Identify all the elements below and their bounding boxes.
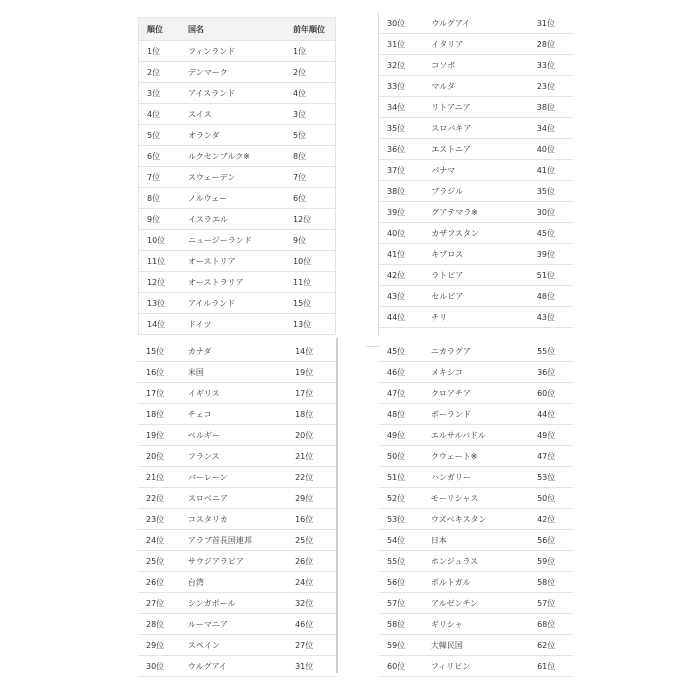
table-row	[139, 83, 336, 104]
table-row	[379, 425, 573, 446]
country-cell: サウジアラビア	[180, 551, 287, 572]
prev-rank-cell: 47位	[529, 446, 573, 467]
country-cell: セルビア	[423, 286, 529, 307]
table-header-row	[139, 18, 336, 41]
table-row	[379, 34, 573, 55]
table-row	[138, 404, 336, 425]
table-row	[138, 467, 336, 488]
prev-rank-cell: 1位	[285, 41, 335, 62]
prev-rank-cell: 56位	[529, 530, 573, 551]
country-cell: 日本	[423, 530, 529, 551]
table-row	[139, 230, 336, 251]
column-divider	[336, 338, 338, 673]
rank-cell: 8位	[139, 188, 180, 209]
country-cell: カナダ	[180, 341, 287, 362]
prev-rank-cell: 31位	[287, 656, 336, 677]
rank-cell: 56位	[379, 572, 423, 593]
prev-rank-cell: 35位	[529, 181, 573, 202]
table-row	[379, 446, 573, 467]
header-country: 国名	[180, 18, 285, 41]
rank-cell: 33位	[379, 76, 423, 97]
prev-rank-cell: 57位	[529, 593, 573, 614]
prev-rank-cell: 36位	[529, 362, 573, 383]
prev-rank-cell: 59位	[529, 551, 573, 572]
rank-cell: 34位	[379, 97, 423, 118]
table-row	[379, 286, 573, 307]
country-cell: チェコ	[180, 404, 287, 425]
table-row	[139, 104, 336, 125]
table-row	[379, 223, 573, 244]
country-cell: ノルウェー	[180, 188, 285, 209]
rank-cell: 7位	[139, 167, 180, 188]
rank-cell: 57位	[379, 593, 423, 614]
prev-rank-cell: 25位	[287, 530, 336, 551]
prev-rank-cell: 32位	[287, 593, 336, 614]
ranking-table-1	[138, 17, 336, 335]
table-row	[138, 383, 336, 404]
country-cell: バーレーン	[180, 467, 287, 488]
table-row	[138, 572, 336, 593]
ranking-table-2	[138, 341, 336, 677]
country-cell: メキシコ	[423, 362, 529, 383]
table-row	[138, 488, 336, 509]
prev-rank-cell: 27位	[287, 635, 336, 656]
rank-cell: 10位	[139, 230, 180, 251]
prev-rank-cell: 2位	[285, 62, 335, 83]
rank-cell: 29位	[138, 635, 180, 656]
country-cell: ドイツ	[180, 314, 285, 335]
rank-cell: 52位	[379, 488, 423, 509]
table-row	[379, 362, 573, 383]
prev-rank-cell: 53位	[529, 467, 573, 488]
rank-cell: 46位	[379, 362, 423, 383]
table-row	[379, 181, 573, 202]
country-cell: グアテマラ※	[423, 202, 529, 223]
prev-rank-cell: 11位	[285, 272, 335, 293]
country-cell: ハンガリー	[423, 467, 529, 488]
rank-cell: 39位	[379, 202, 423, 223]
prev-rank-cell: 29位	[287, 488, 336, 509]
rank-cell: 15位	[138, 341, 180, 362]
country-cell: イスラエル	[180, 209, 285, 230]
table-row	[138, 509, 336, 530]
table-row	[139, 314, 336, 335]
country-cell: リトアニア	[423, 97, 529, 118]
country-cell: ニュージーランド	[180, 230, 285, 251]
table-row	[139, 272, 336, 293]
rank-cell: 17位	[138, 383, 180, 404]
country-cell: アイスランド	[180, 83, 285, 104]
country-cell: ベルギー	[180, 425, 287, 446]
rank-cell: 48位	[379, 404, 423, 425]
prev-rank-cell: 14位	[287, 341, 336, 362]
prev-rank-cell: 16位	[287, 509, 336, 530]
prev-rank-cell: 46位	[287, 614, 336, 635]
country-cell: スウェーデン	[180, 167, 285, 188]
table-row	[138, 341, 336, 362]
table-row	[139, 251, 336, 272]
country-cell: スロベニア	[180, 488, 287, 509]
rank-cell: 36位	[379, 139, 423, 160]
rank-cell: 55位	[379, 551, 423, 572]
table-row	[379, 341, 573, 362]
prev-rank-cell: 43位	[529, 307, 573, 328]
rank-cell: 21位	[138, 467, 180, 488]
rank-cell: 14位	[139, 314, 180, 335]
table-row	[379, 656, 573, 677]
prev-rank-cell: 42位	[529, 509, 573, 530]
rank-cell: 43位	[379, 286, 423, 307]
table-row	[379, 593, 573, 614]
header-rank: 順位	[139, 18, 180, 41]
country-cell: エルサルバドル	[423, 425, 529, 446]
prev-rank-cell: 8位	[285, 146, 335, 167]
prev-rank-cell: 15位	[285, 293, 335, 314]
table-row	[379, 572, 573, 593]
prev-rank-cell: 7位	[285, 167, 335, 188]
table-row	[379, 97, 573, 118]
prev-rank-cell: 38位	[529, 97, 573, 118]
prev-rank-cell: 60位	[529, 383, 573, 404]
divider-line	[366, 346, 380, 347]
rank-cell: 59位	[379, 635, 423, 656]
table-row	[379, 202, 573, 223]
prev-rank-cell: 21位	[287, 446, 336, 467]
rank-cell: 51位	[379, 467, 423, 488]
rank-cell: 20位	[138, 446, 180, 467]
country-cell: ラトビア	[423, 265, 529, 286]
country-cell: ホンジュラス	[423, 551, 529, 572]
table-row	[379, 530, 573, 551]
rank-cell: 12位	[139, 272, 180, 293]
table-row	[139, 125, 336, 146]
country-cell: カザフスタン	[423, 223, 529, 244]
rank-cell: 31位	[379, 34, 423, 55]
country-cell: シンガポール	[180, 593, 287, 614]
rank-cell: 25位	[138, 551, 180, 572]
country-cell: ポルトガル	[423, 572, 529, 593]
table-row	[139, 62, 336, 83]
country-cell: アラブ首長国連邦	[180, 530, 287, 551]
rank-cell: 50位	[379, 446, 423, 467]
rank-cell: 42位	[379, 265, 423, 286]
table-row	[139, 41, 336, 62]
rank-cell: 18位	[138, 404, 180, 425]
table-row	[379, 404, 573, 425]
prev-rank-cell: 40位	[529, 139, 573, 160]
country-cell: マルタ	[423, 76, 529, 97]
table-row	[379, 614, 573, 635]
table-row	[379, 488, 573, 509]
rank-cell: 27位	[138, 593, 180, 614]
country-cell: ルーマニア	[180, 614, 287, 635]
prev-rank-cell: 20位	[287, 425, 336, 446]
prev-rank-cell: 9位	[285, 230, 335, 251]
country-cell: 台湾	[180, 572, 287, 593]
rank-cell: 11位	[139, 251, 180, 272]
rank-cell: 32位	[379, 55, 423, 76]
rank-cell: 5位	[139, 125, 180, 146]
rank-cell: 1位	[139, 41, 180, 62]
table-row	[138, 614, 336, 635]
prev-rank-cell: 17位	[287, 383, 336, 404]
prev-rank-cell: 55位	[529, 341, 573, 362]
prev-rank-cell: 23位	[529, 76, 573, 97]
country-cell: オランダ	[180, 125, 285, 146]
rank-cell: 6位	[139, 146, 180, 167]
rank-cell: 58位	[379, 614, 423, 635]
country-cell: ウルグアイ	[423, 13, 529, 34]
rank-cell: 45位	[379, 341, 423, 362]
prev-rank-cell: 4位	[285, 83, 335, 104]
table-row	[379, 160, 573, 181]
country-cell: ウルグアイ	[180, 656, 287, 677]
country-cell: コスタリカ	[180, 509, 287, 530]
rank-cell: 26位	[138, 572, 180, 593]
country-cell: ニカラグア	[423, 341, 529, 362]
country-cell: チリ	[423, 307, 529, 328]
table-row	[138, 551, 336, 572]
header-prev-rank: 前年順位	[285, 18, 335, 41]
table-row	[379, 265, 573, 286]
table-row	[139, 146, 336, 167]
rank-cell: 16位	[138, 362, 180, 383]
rank-cell: 2位	[139, 62, 180, 83]
table-row	[138, 635, 336, 656]
prev-rank-cell: 41位	[529, 160, 573, 181]
country-cell: キプロス	[423, 244, 529, 265]
table-row	[138, 593, 336, 614]
table-row	[379, 139, 573, 160]
country-cell: クロアチア	[423, 383, 529, 404]
rank-cell: 35位	[379, 118, 423, 139]
table-row	[379, 55, 573, 76]
country-cell: パナマ	[423, 160, 529, 181]
table-row	[379, 467, 573, 488]
prev-rank-cell: 30位	[529, 202, 573, 223]
table-row	[379, 118, 573, 139]
country-cell: イギリス	[180, 383, 287, 404]
prev-rank-cell: 49位	[529, 425, 573, 446]
prev-rank-cell: 31位	[529, 13, 573, 34]
prev-rank-cell: 12位	[285, 209, 335, 230]
country-cell: ギリシャ	[423, 614, 529, 635]
country-cell: フィリピン	[423, 656, 529, 677]
table-row	[139, 293, 336, 314]
prev-rank-cell: 13位	[285, 314, 335, 335]
rank-cell: 37位	[379, 160, 423, 181]
table-row	[379, 383, 573, 404]
country-cell: 大韓民国	[423, 635, 529, 656]
prev-rank-cell: 22位	[287, 467, 336, 488]
ranking-table-4	[379, 341, 573, 677]
prev-rank-cell: 48位	[529, 286, 573, 307]
table-row	[379, 76, 573, 97]
rank-cell: 28位	[138, 614, 180, 635]
rank-cell: 3位	[139, 83, 180, 104]
rank-cell: 9位	[139, 209, 180, 230]
country-cell: スペイン	[180, 635, 287, 656]
prev-rank-cell: 10位	[285, 251, 335, 272]
prev-rank-cell: 50位	[529, 488, 573, 509]
prev-rank-cell: 28位	[529, 34, 573, 55]
table-row	[379, 244, 573, 265]
country-cell: アイルランド	[180, 293, 285, 314]
table-row	[379, 551, 573, 572]
country-cell: スイス	[180, 104, 285, 125]
table-row	[379, 635, 573, 656]
table-row	[139, 209, 336, 230]
rank-cell: 13位	[139, 293, 180, 314]
table-row	[379, 13, 573, 34]
prev-rank-cell: 51位	[529, 265, 573, 286]
prev-rank-cell: 5位	[285, 125, 335, 146]
rank-cell: 24位	[138, 530, 180, 551]
prev-rank-cell: 3位	[285, 104, 335, 125]
prev-rank-cell: 34位	[529, 118, 573, 139]
rank-cell: 54位	[379, 530, 423, 551]
country-cell: モーリシャス	[423, 488, 529, 509]
rank-cell: 19位	[138, 425, 180, 446]
table-row	[138, 362, 336, 383]
country-cell: アルゼンチン	[423, 593, 529, 614]
prev-rank-cell: 26位	[287, 551, 336, 572]
prev-rank-cell: 58位	[529, 572, 573, 593]
country-cell: ブラジル	[423, 181, 529, 202]
prev-rank-cell: 68位	[529, 614, 573, 635]
table-row	[379, 509, 573, 530]
table-row	[139, 167, 336, 188]
prev-rank-cell: 33位	[529, 55, 573, 76]
country-cell: クウェート※	[423, 446, 529, 467]
rank-cell: 60位	[379, 656, 423, 677]
prev-rank-cell: 44位	[529, 404, 573, 425]
table-row	[138, 446, 336, 467]
country-cell: 米国	[180, 362, 287, 383]
prev-rank-cell: 6位	[285, 188, 335, 209]
table-row	[138, 530, 336, 551]
country-cell: オーストリア	[180, 251, 285, 272]
country-cell: オーストラリア	[180, 272, 285, 293]
rank-cell: 4位	[139, 104, 180, 125]
rank-cell: 47位	[379, 383, 423, 404]
rank-cell: 41位	[379, 244, 423, 265]
country-cell: エストニア	[423, 139, 529, 160]
prev-rank-cell: 61位	[529, 656, 573, 677]
rank-cell: 23位	[138, 509, 180, 530]
country-cell: デンマーク	[180, 62, 285, 83]
country-cell: ルクセンブルク※	[180, 146, 285, 167]
rank-cell: 53位	[379, 509, 423, 530]
country-cell: フランス	[180, 446, 287, 467]
prev-rank-cell: 18位	[287, 404, 336, 425]
rank-cell: 44位	[379, 307, 423, 328]
prev-rank-cell: 62位	[529, 635, 573, 656]
table-row	[379, 307, 573, 328]
prev-rank-cell: 39位	[529, 244, 573, 265]
rank-cell: 38位	[379, 181, 423, 202]
country-cell: ポーランド	[423, 404, 529, 425]
table-row	[138, 425, 336, 446]
rank-cell: 30位	[138, 656, 180, 677]
country-cell: スロバキア	[423, 118, 529, 139]
table-row	[138, 656, 336, 677]
country-cell: ウズベキスタン	[423, 509, 529, 530]
rank-cell: 30位	[379, 13, 423, 34]
ranking-table-3	[379, 13, 573, 328]
prev-rank-cell: 24位	[287, 572, 336, 593]
rank-cell: 49位	[379, 425, 423, 446]
rank-cell: 22位	[138, 488, 180, 509]
rank-cell: 40位	[379, 223, 423, 244]
table-row	[139, 188, 336, 209]
country-cell: コソボ	[423, 55, 529, 76]
prev-rank-cell: 19位	[287, 362, 336, 383]
prev-rank-cell: 45位	[529, 223, 573, 244]
country-cell: フィンランド	[180, 41, 285, 62]
country-cell: イタリア	[423, 34, 529, 55]
